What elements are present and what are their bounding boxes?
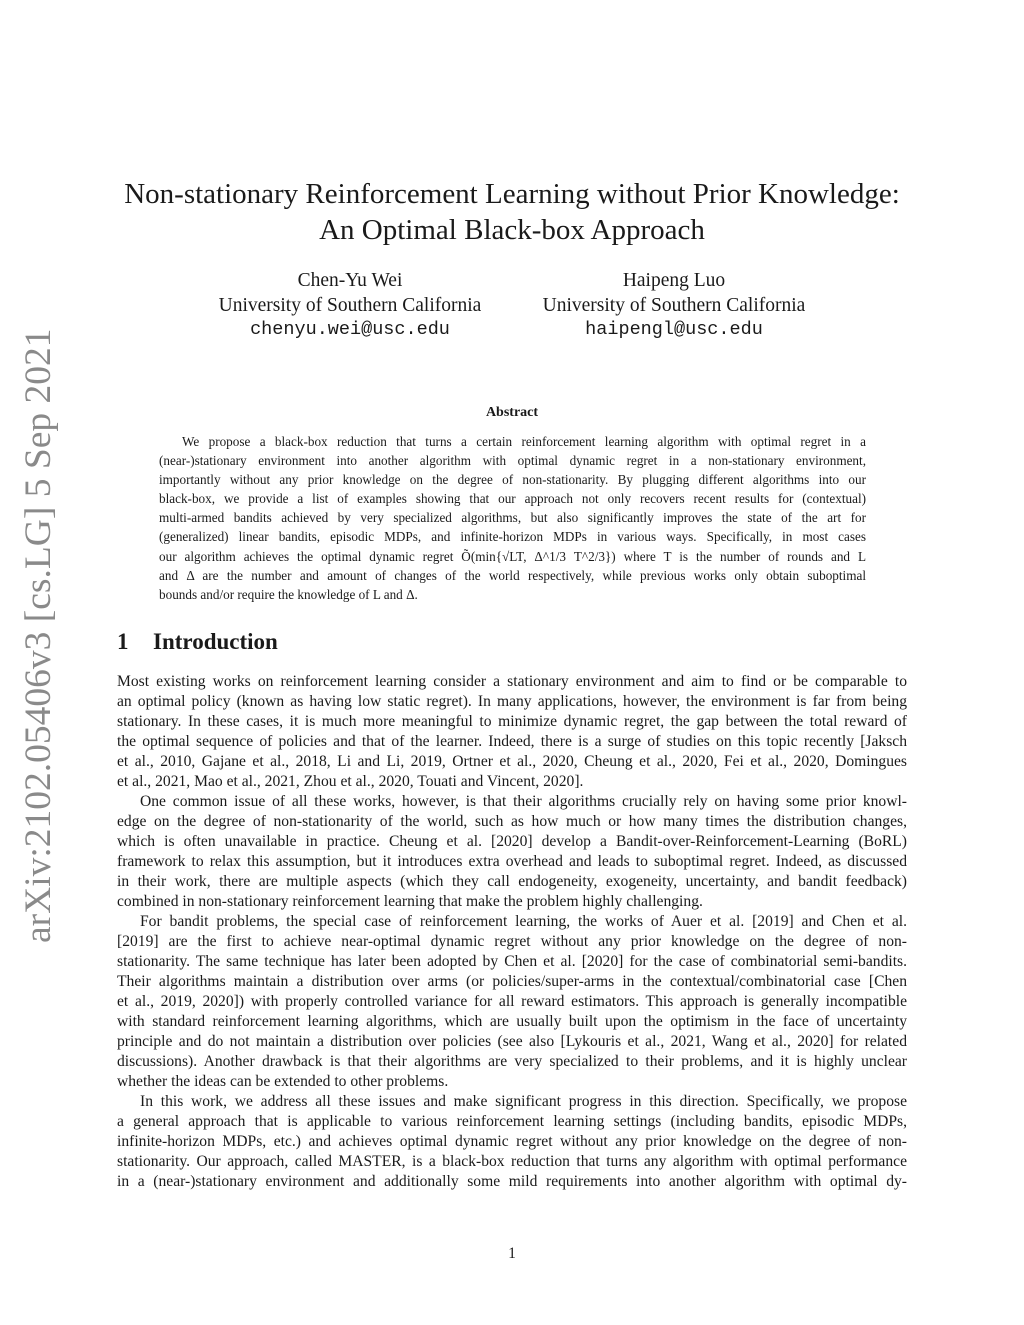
author-name: Chen-Yu Wei <box>297 270 403 291</box>
intro-line: a general approach that is applicable to various reinforcement learning settings (including bandits, episodic MDPs, <box>117 1113 907 1130</box>
intro-line: Most existing works on reinforcement learning consider a stationary environment and aim to find or be comparable to <box>117 673 907 690</box>
intro-line: framework to relax this assumption, but it introduces extra overhead and leads to suboptimal regret. Indeed, as discussed <box>117 853 907 870</box>
title-line-1: Non-stationary Reinforcement Learning without Prior Knowledge: <box>124 178 900 210</box>
title-line-2: An Optimal Black-box Approach <box>319 214 705 246</box>
intro-line: stationary. In these cases, it is much more meaningful to minimize dynamic regret, the gap between the total reward of <box>117 713 907 730</box>
author-block-2 <box>514 269 834 343</box>
abstract-line: (near-)stationary environment into another algorithm with optimal dynamic regret in a non-stationary environment, <box>159 453 866 469</box>
introduction-body <box>117 672 907 1192</box>
author-affiliation: University of Southern California <box>218 294 482 316</box>
intro-line: In this work, we address all these issues and make significant progress in this direction. Specifically, we propose <box>140 1093 907 1110</box>
intro-line: which is often unavailable in practice. Cheung et al. [2020] develop a Bandit-over-Reinforcement-Learning (BoRL) <box>117 833 907 850</box>
intro-line: principle and do not maintain a distribution over policies (see also [Lykouris et al., 2021, Wang et al., 2020] for related <box>117 1033 907 1050</box>
abstract-heading: Abstract <box>485 405 539 420</box>
intro-line: Their algorithms maintain a distribution over arms (or policies/super-arms in the contextual/combinatorial case [Chen <box>117 973 907 990</box>
intro-line: an optimal policy (known as having low static regret). In many applications, however, the environment is far from being <box>117 693 907 710</box>
intro-line: whether the ideas can be extended to other problems. <box>117 1073 449 1090</box>
section-title: Introduction <box>153 629 278 654</box>
intro-line: combined in non-stationary reinforcement learning that make the problem highly challenging. <box>117 893 703 910</box>
abstract-line: We propose a black-box reduction that turns a certain reinforcement learning algorithm with optimal regret in a <box>182 434 866 449</box>
intro-line: [2019] are the first to achieve near-optimal dynamic regret without any prior knowledge on the degree of non- <box>117 933 907 950</box>
intro-line: in their work, there are multiple aspects (which they call endogeneity, exogeneity, uncertainty, and bandit feedback) <box>117 873 907 890</box>
section-number: 1 <box>117 629 129 654</box>
author-email[interactable]: haipengl@usc.edu <box>585 319 763 340</box>
abstract-line: and Δ are the number and amount of changes of the world respectively, while previous works only obtain suboptimal <box>159 567 866 583</box>
abstract-body <box>159 432 866 604</box>
author-name: Haipeng Luo <box>622 270 726 291</box>
intro-line: stationarity. Our approach, called MASTER, is a black-box reduction that turns any algorithm with optimal performance <box>117 1153 907 1170</box>
intro-line: et al., 2021, Mao et al., 2021, Zhou et al., 2020, Touati and Vincent, 2020]. <box>117 773 584 790</box>
intro-line: edge on the degree of non-stationarity of the world, such as how much or how many times the distribution changes, <box>117 813 907 830</box>
intro-line: discussions). Another drawback is that their algorithms are very specialized to their problems, and it is highly unclear <box>117 1053 907 1070</box>
intro-line: et al., 2010, Gajane et al., 2018, Li and Li, 2019, Ortner et al., 2020, Cheung et al., 2020, Fei et al., 2020, Domingues <box>117 753 907 770</box>
author-email[interactable]: chenyu.wei@usc.edu <box>250 319 450 340</box>
intro-line: stationarity. The same technique has later been adopted by Chen et al. [2020] for the case of combinatorial semi-bandits. <box>117 953 907 970</box>
abstract-line: multi-armed bandits achieved by very specialized algorithms, but also significantly improves the state of the art for <box>159 510 866 526</box>
intro-line: infinite-horizon MDPs, etc.) and achieves optimal dynamic regret without any prior knowledge on the degree of non- <box>117 1133 907 1150</box>
intro-line: with standard reinforcement learning algorithms, which are usually built upon the optimism in the face of uncertainty <box>117 1013 907 1030</box>
intro-line: the optimal sequence of policies and that of the learner. Indeed, there is a surge of studies on this topic recently [Jaksch <box>117 733 907 750</box>
intro-line: One common issue of all these works, however, is that their algorithms crucially rely on having some prior knowl- <box>140 793 907 810</box>
intro-line: et al., 2019, 2020]) with properly controlled variance for all reward estimators. This approach is generally incompatible <box>117 993 907 1010</box>
abstract-line: our algorithm achieves the optimal dynamic regret Õ(min{√LT, Δ^1/3 T^2/3}) where T is the number of rounds and L <box>159 548 866 564</box>
abstract-line: importantly without any prior knowledge on the degree of non-stationarity. By plugging different algorithms into our <box>159 472 866 488</box>
author-block-1 <box>190 269 510 343</box>
abstract-line: (generalized) linear bandits, episodic MDPs, and infinite-horizon MDPs in various ways. Specifically, in most cases <box>159 529 866 545</box>
abstract-line: bounds and/or require the knowledge of L and Δ. <box>159 586 418 602</box>
section-heading-introduction <box>117 629 278 655</box>
intro-line: For bandit problems, the special case of reinforcement learning, the works of Auer et al. [2019] and Chen et al. <box>140 913 907 930</box>
author-affiliation: University of Southern California <box>542 294 806 316</box>
paper-title <box>100 176 924 248</box>
intro-line: in a (near-)stationary environment and additionally some mild requirements into another algorithm with optimal dy- <box>117 1173 907 1190</box>
arxiv-identifier-stamp: arXiv:2102.05406v3 [cs.LG] 5 Sep 2021 <box>18 328 59 943</box>
page-number: 1 <box>508 1245 516 1262</box>
abstract-line: black-box, we provide a list of examples showing that our approach not only recovers recent results for (contextual) <box>159 491 866 507</box>
